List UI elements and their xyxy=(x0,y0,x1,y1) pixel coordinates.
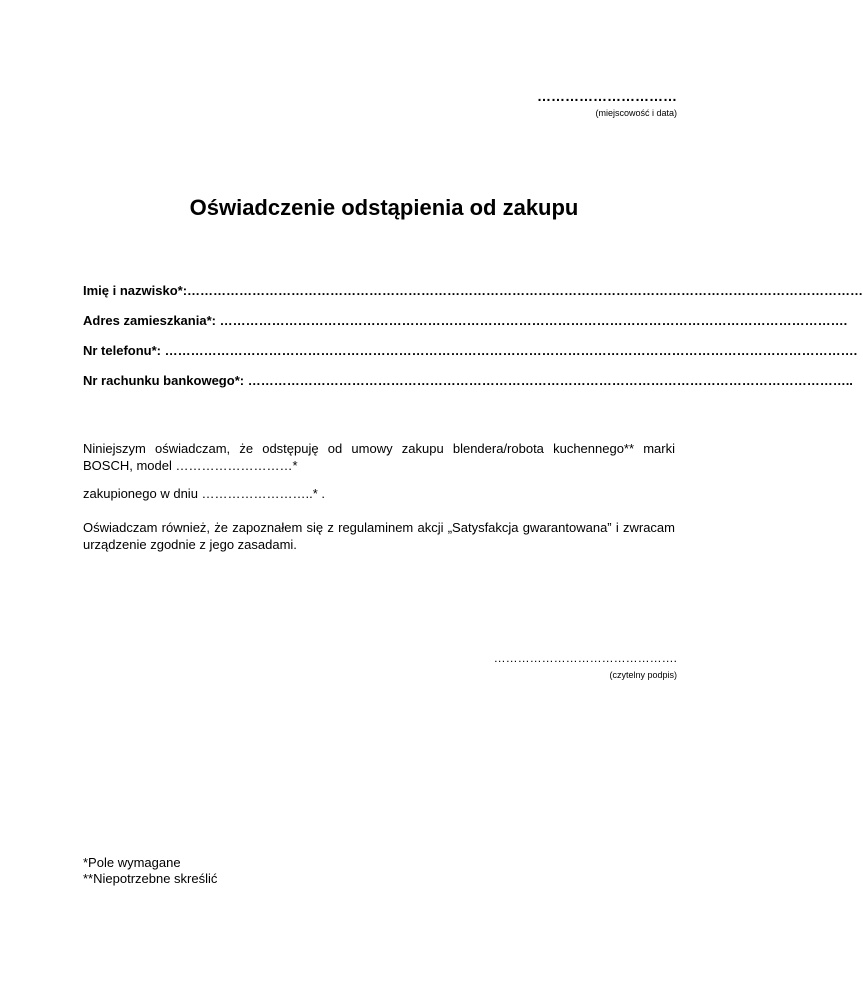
document-title: Oświadczenie odstąpienia od zakupu xyxy=(189,195,579,220)
place-date-caption: (miejscowość i data) xyxy=(595,108,677,118)
signature-line: ………………………………………. xyxy=(493,651,677,665)
footnote-strike: **Niepotrzebne skreślić xyxy=(83,871,218,886)
footnote-required: *Pole wymagane xyxy=(83,855,181,870)
terms-paragraph: Oświadczam również, że zapoznałem się z regulaminem akcji „Satysfakcja gwarantowana” i zwracam urządzenie zgodnie z jego zasadami. xyxy=(83,520,675,552)
field-phone: Nr telefonu*: ……………………………………………………………………………………………………………………………………………. xyxy=(83,343,858,358)
field-address: Adres zamieszkania*: ………………………………………………………………………………………………………………………………. xyxy=(83,313,848,328)
declaration-paragraph: Niniejszym oświadczam, że odstępuję od umowy zakupu blendera/robota kuchennego** marki BOSCH, model ………………………* xyxy=(83,441,675,473)
field-bank-account: Nr rachunku bankowego*: ………………………………………………………………………………………………………………………….. xyxy=(83,373,853,388)
place-date-line: ………………………… xyxy=(537,88,677,104)
purchase-date-paragraph: zakupionego w dniu ……………………..* . xyxy=(83,486,326,501)
signature-caption: (czytelny podpis) xyxy=(609,670,677,680)
field-full-name: Imię i nazwisko*:………………………………………………………………………………………………………………………………………… xyxy=(83,283,863,298)
